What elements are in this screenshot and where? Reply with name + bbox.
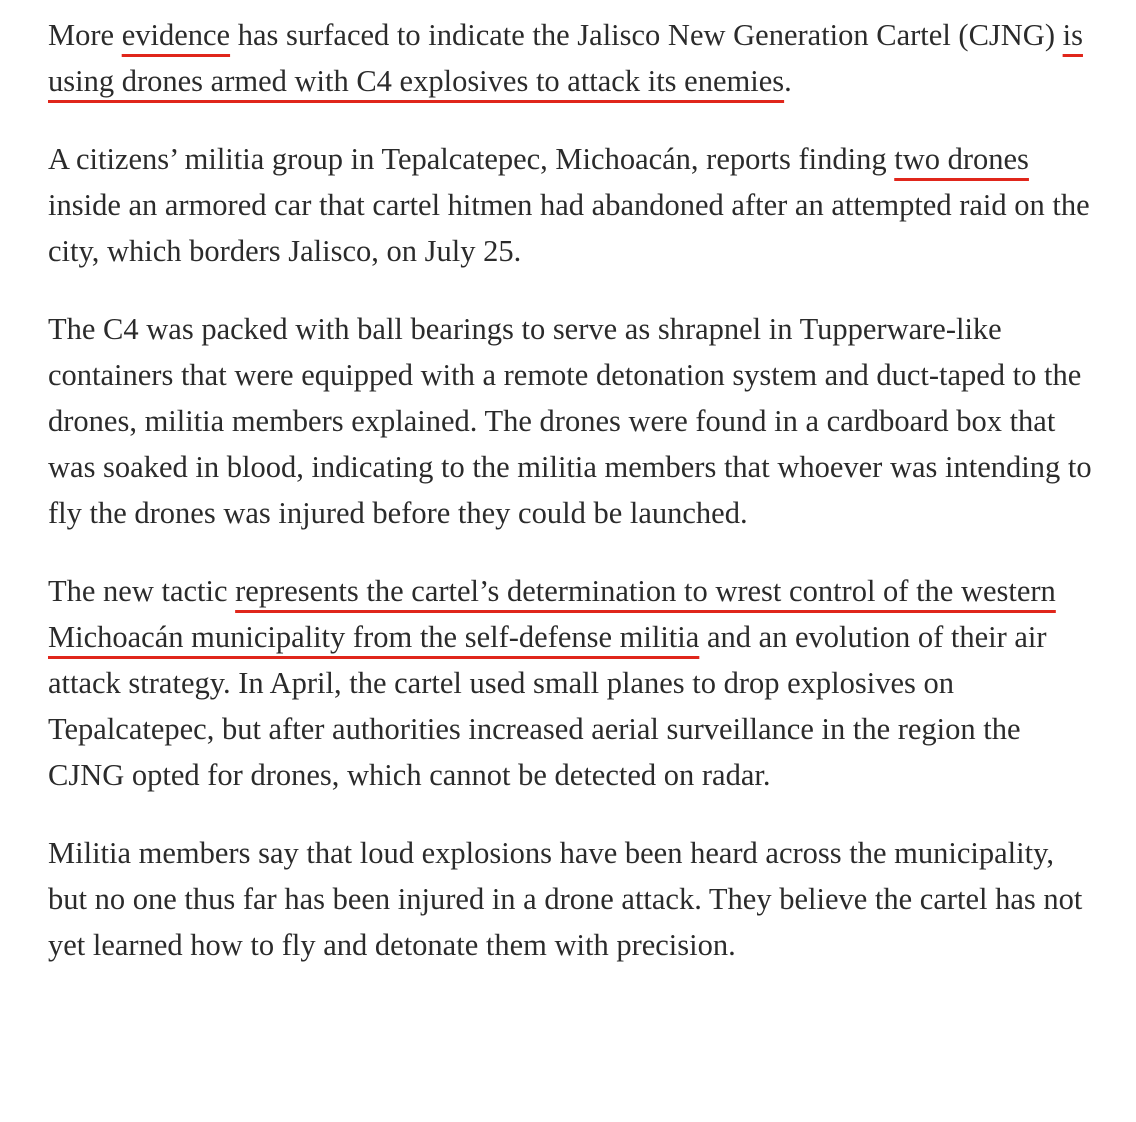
paragraph-2 <box>48 136 1098 274</box>
paragraph-text: . <box>784 64 792 98</box>
link-drones-c4[interactable]: is using drones armed with C4 explosives to attack its enemies <box>48 18 1083 98</box>
article-body <box>48 12 1098 1000</box>
paragraph-1 <box>48 12 1098 104</box>
paragraph-4 <box>48 568 1098 798</box>
paragraph-text: and an evolution of their air attack strategy. In April, the cartel used small planes to drop explosives on Tepalcatepec, but after authorities increased aerial surveillance in the region the CJNG opted for drones, which cannot be detected on radar. <box>48 620 1047 792</box>
paragraph-3: The C4 was packed with ball bearings to serve as shrapnel in Tupperware-like containers that were equipped with a remote detonation system and duct-taped to the drones, militia members explained. The drones were found in a cardboard box that was soaked in blood, indicating to the militia members that whoever was intending to fly the drones was injured before they could be launched. <box>48 312 1092 530</box>
link-evidence[interactable]: evidence <box>121 18 231 52</box>
paragraph-text: has surfaced to indicate the Jalisco New Generation Cartel (CJNG) <box>230 18 1063 52</box>
paragraph-text: A citizens’ militia group in Tepalcatepec, Michoacán, reports finding <box>48 142 895 176</box>
paragraph-text: The new tactic <box>48 574 236 608</box>
paragraph-text: More <box>48 18 122 52</box>
paragraph-5: Militia members say that loud explosions have been heard across the municipality, but no one thus far has been injured in a drone attack. They believe the cartel has not yet learned how to fly and detonate them with precision. <box>48 836 1083 962</box>
paragraph-text: inside an armored car that cartel hitmen had abandoned after an attempted raid on the city, which borders Jalisco, on July 25. <box>48 188 1090 268</box>
link-cartel-determination[interactable]: represents the cartel’s determination to wrest control of the western Michoacán municipality from the self-defense militia <box>48 574 1056 654</box>
link-two-drones[interactable]: two drones <box>894 142 1029 176</box>
